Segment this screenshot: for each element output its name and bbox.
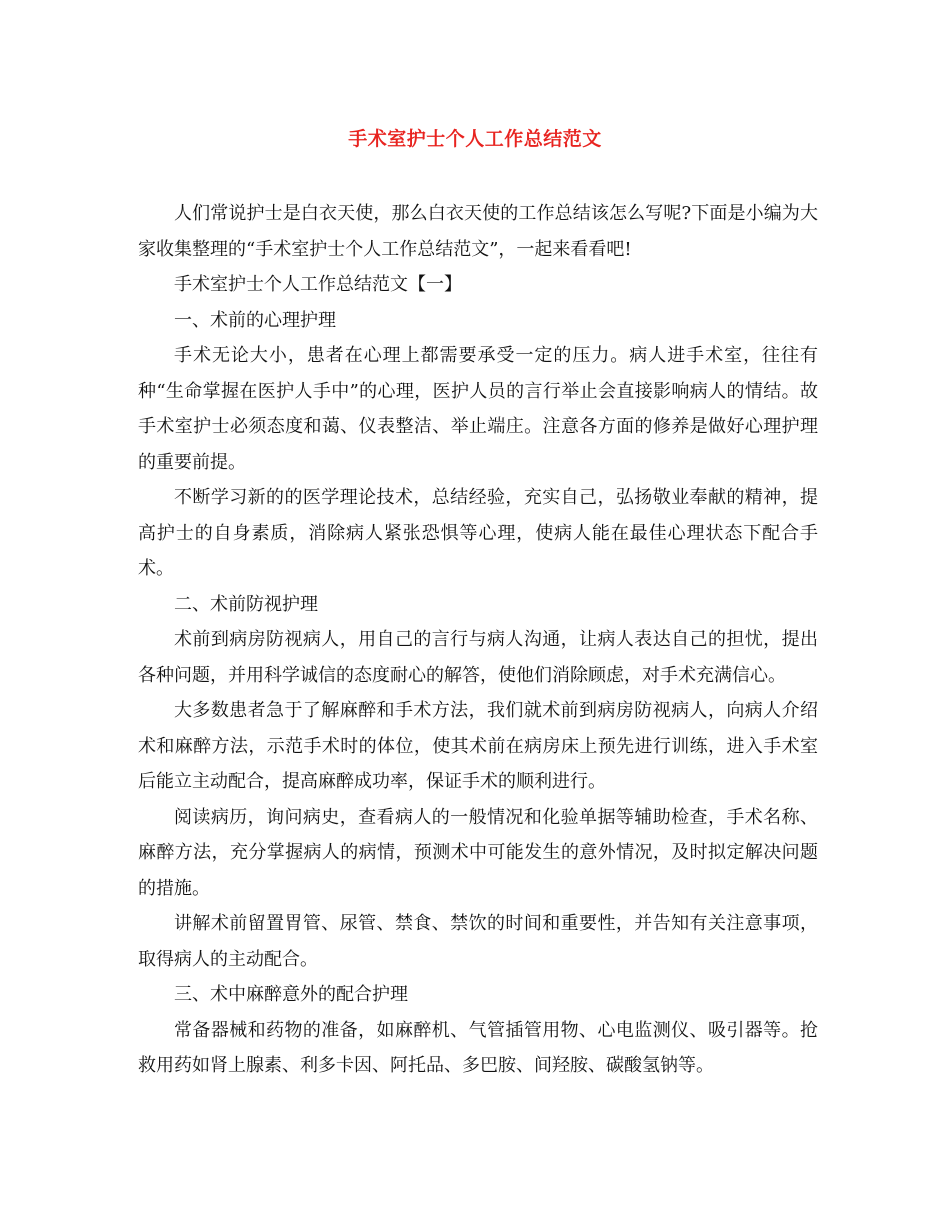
paragraph: 阅读病历，询问病史，查看病人的一般情况和化验单据等辅助检查，手术名称、麻醉方法，充分掌握病人的病情，预测术中可能发生的意外情况，及时拟定解决问题的措施。 xyxy=(138,806,818,899)
paragraph-intro: 人们常说护士是白衣天使，那么白衣天使的工作总结该怎么写呢?下面是小编为大家收集整理的“手术室护士个人工作总结范文”，一起来看看吧! xyxy=(138,203,818,260)
paragraph: 不断学习新的的医学理论技术，总结经验，充实自己，弘扬敬业奉献的精神，提高护士的自身素质，消除病人紧张恐惧等心理，使病人能在最佳心理状态下配合手术。 xyxy=(138,487,818,579)
paragraph: 大多数患者急于了解麻醉和手术方法，我们就术前到病房防视病人，向病人介绍术和麻醉方法，示范手术时的体位，使其术前在病房床上预先进行训练，进入手术室后能立主动配合，提高麻醉成功率，保证手术的顺利进行。 xyxy=(138,700,818,792)
paragraph: 常备器械和药物的准备，如麻醉机、气管插管用物、心电监测仪、吸引器等。抢救用药如肾上腺素、利多卡因、阿托品、多巴胺、间羟胺、碳酸氢钠等。 xyxy=(138,1019,818,1076)
paragraph: 手术无论大小，患者在心理上都需要承受一定的压力。病人进手术室，往往有种“生命掌握在医护人手中”的心理，医护人员的言行举止会直接影响病人的情结。故手术室护士必须态度和蔼、仪表整洁、举止端庄。注意各方面的修养是做好心理护理的重要前提。 xyxy=(138,345,818,473)
section-heading-1: 一、术前的心理护理 xyxy=(174,309,336,331)
section-heading-sample-one: 手术室护士个人工作总结范文【一】 xyxy=(174,274,462,295)
document-body xyxy=(138,196,818,1084)
paragraph: 讲解术前留置胃管、尿管、禁食、禁饮的时间和重要性，并告知有关注意事项，取得病人的主动配合。 xyxy=(138,913,818,970)
section-heading-2: 二、术前防视护理 xyxy=(174,593,318,615)
document-title: 手术室护士个人工作总结范文 xyxy=(348,128,602,150)
paragraph: 术前到病房防视病人，用自己的言行与病人沟通，让病人表达自己的担忧，提出各种问题，并用科学诚信的态度耐心的解答，使他们消除顾虑，对手术充满信心。 xyxy=(138,629,818,686)
section-heading-3: 三、术中麻醉意外的配合护理 xyxy=(174,984,408,1005)
